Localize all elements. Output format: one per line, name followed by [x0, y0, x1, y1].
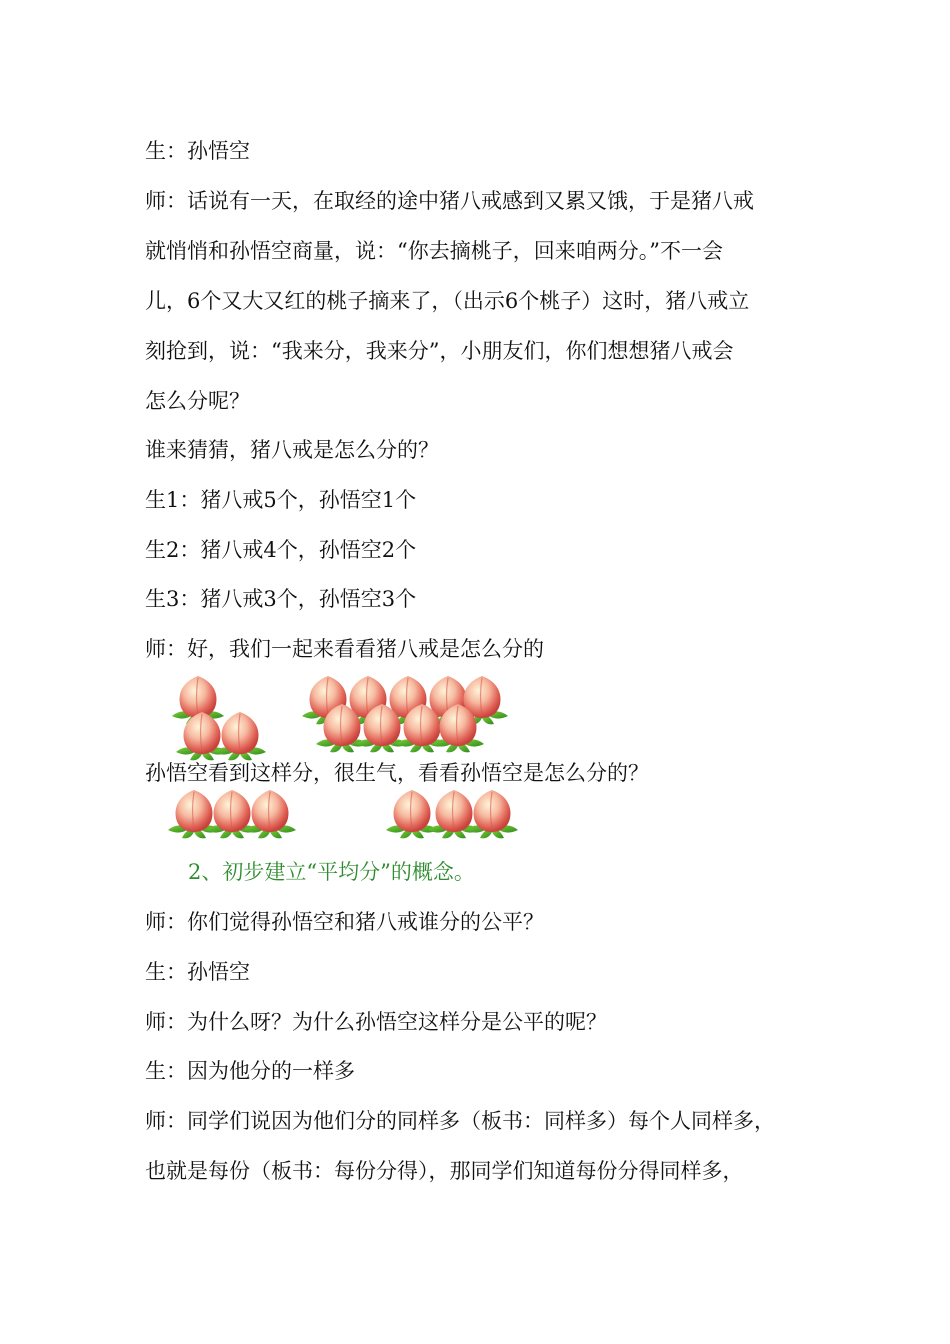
text-line-17: 师：同学们说因为他们分的同样多（板书：同样多）每个人同样多，: [145, 1109, 775, 1133]
text-line-18: 也就是每份（板书：每份分得），那同学们知道每份分得同样多，: [145, 1159, 744, 1183]
peach-icon: [462, 786, 522, 846]
text-line-10: 生3：猪八戒3个，孙悟空3个: [145, 587, 417, 611]
text-line-7: 谁来猜猜，猪八戒是怎么分的？: [145, 438, 439, 462]
text-line-11: 师：好，我们一起来看看猪八戒是怎么分的: [145, 637, 544, 661]
text-line-8: 生1：猪八戒5个，孙悟空1个: [145, 488, 417, 512]
text-line-1: 生：孙悟空: [145, 139, 250, 163]
text-line-14: 生：孙悟空: [145, 960, 250, 984]
text-line-3: 就悄悄和孙悟空商量，说：“你去摘桃子，回来咱两分。”不一会: [145, 239, 723, 263]
text-line-5: 刻抢到，说：“我来分，我来分”，小朋友们，你们想想猪八戒会: [145, 339, 734, 363]
text-line-4: 儿，6个又大又红的桃子摘来了，（出示6个桃子）这时，猪八戒立: [145, 289, 750, 313]
text-line-13: 师：你们觉得孙悟空和猪八戒谁分的公平？: [145, 910, 544, 934]
text-line-16: 生：因为他分的一样多: [145, 1059, 355, 1083]
text-line-9: 生2：猪八戒4个，孙悟空2个: [145, 538, 417, 562]
peach-icon: [428, 700, 488, 760]
text-line-2: 师：话说有一天，在取经的途中猪八戒感到又累又饿，于是猪八戒: [145, 189, 754, 213]
section-heading: 2、初步建立“平均分”的概念。: [188, 860, 475, 884]
text-line-15: 师：为什么呀？为什么孙悟空这样分是公平的呢？: [145, 1010, 607, 1034]
text-line-6: 怎么分呢？: [145, 389, 250, 413]
peach-icon: [240, 786, 300, 846]
text-line-12: 孙悟空看到这样分，很生气，看看孙悟空是怎么分的？: [145, 761, 649, 785]
